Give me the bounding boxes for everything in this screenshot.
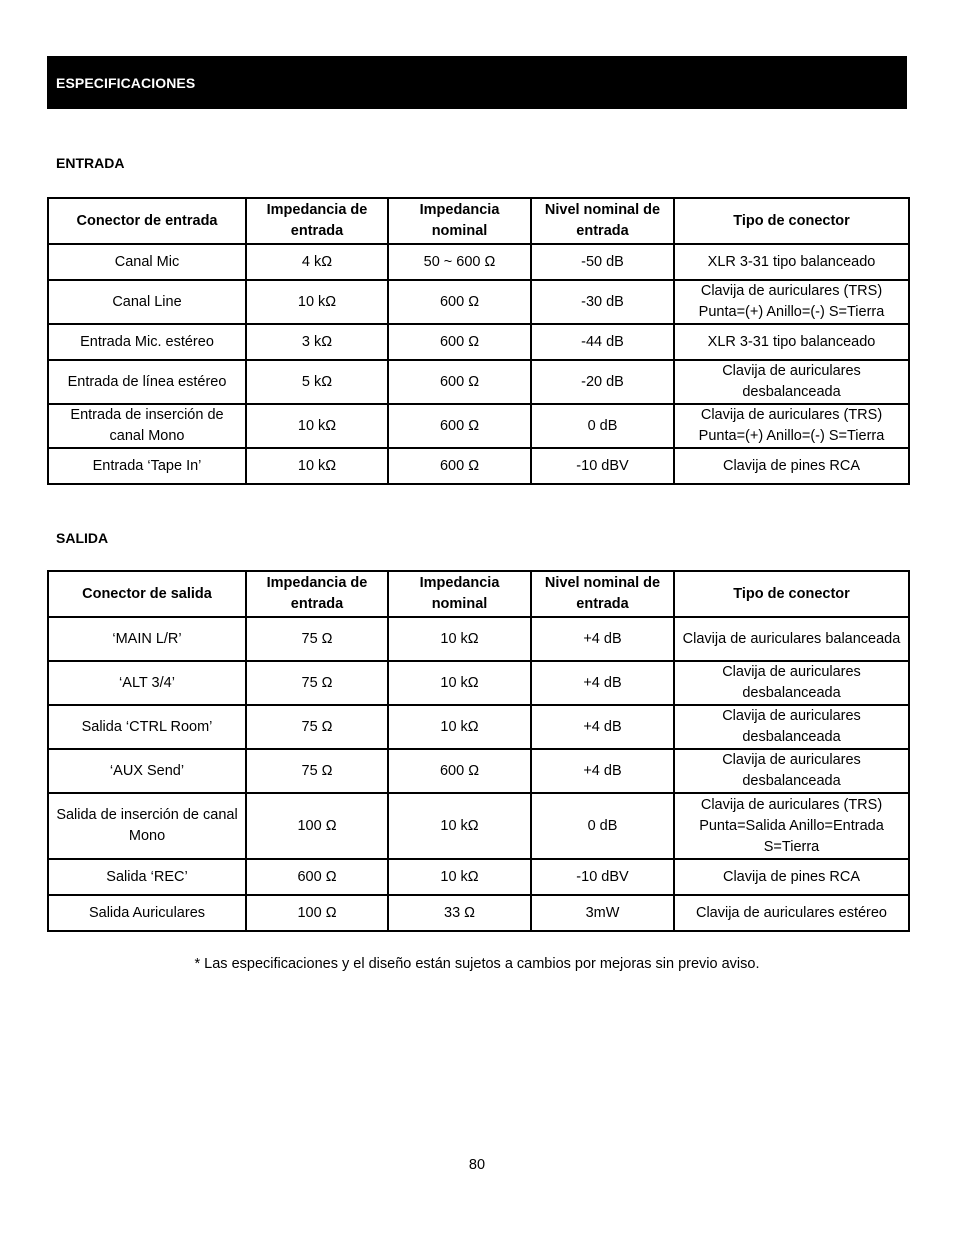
table-row — [48, 244, 909, 280]
column-header: Nivel nominal de entrada — [531, 198, 674, 244]
table-cell: Clavija de pines RCA — [674, 448, 909, 484]
section-header-bar — [47, 56, 907, 109]
column-header: Impedancia nominal — [388, 571, 531, 617]
table-row — [48, 859, 909, 895]
column-header: Conector de entrada — [48, 198, 246, 244]
column-header: Tipo de conector — [674, 198, 909, 244]
column-header: Tipo de conector — [674, 571, 909, 617]
input-section-label: ENTRADA — [56, 155, 125, 171]
table-cell: Clavija de auriculares (TRS) Punta=Salida Anillo=Entrada S=Tierra — [674, 793, 909, 859]
column-header: Impedancia de entrada — [246, 198, 388, 244]
table-cell: 33 Ω — [388, 895, 531, 931]
table-cell: Clavija de auriculares desbalanceada — [674, 360, 909, 404]
table-cell: Clavija de auriculares balanceada — [674, 617, 909, 661]
table-cell: 75 Ω — [246, 749, 388, 793]
table-cell: Canal Line — [48, 280, 246, 324]
table-cell: 10 kΩ — [388, 705, 531, 749]
table-cell: 100 Ω — [246, 895, 388, 931]
table-cell: Entrada de línea estéreo — [48, 360, 246, 404]
table-cell: XLR 3-31 tipo balanceado — [674, 244, 909, 280]
table-cell: 75 Ω — [246, 705, 388, 749]
table-row — [48, 280, 909, 324]
table-cell: +4 dB — [531, 749, 674, 793]
table-cell: 0 dB — [531, 404, 674, 448]
footnote: * Las especificaciones y el diseño están sujetos a cambios por mejoras sin previo aviso. — [194, 956, 760, 972]
table-cell: +4 dB — [531, 661, 674, 705]
table-cell: Clavija de auriculares (TRS) Punta=(+) Anillo=(-) S=Tierra — [674, 280, 909, 324]
table-cell: -30 dB — [531, 280, 674, 324]
table-cell: 600 Ω — [388, 749, 531, 793]
table-cell: 5 kΩ — [246, 360, 388, 404]
table-cell: Clavija de pines RCA — [674, 859, 909, 895]
table-row — [48, 705, 909, 749]
table-cell: Canal Mic — [48, 244, 246, 280]
table-cell: 600 Ω — [388, 360, 531, 404]
table-cell: 600 Ω — [388, 448, 531, 484]
table-row — [48, 617, 909, 661]
table-cell: -20 dB — [531, 360, 674, 404]
table-cell: 600 Ω — [246, 859, 388, 895]
table-cell: 10 kΩ — [388, 661, 531, 705]
table-cell: 0 dB — [531, 793, 674, 859]
table-cell: -10 dBV — [531, 448, 674, 484]
input-spec-table — [47, 197, 910, 485]
column-header: Impedancia de entrada — [246, 571, 388, 617]
table-cell: 100 Ω — [246, 793, 388, 859]
column-header: Conector de salida — [48, 571, 246, 617]
column-header: Impedancia nominal — [388, 198, 531, 244]
output-spec-table — [47, 570, 910, 932]
page-number: 80 — [468, 1157, 486, 1173]
table-row — [48, 895, 909, 931]
table-row — [48, 404, 909, 448]
table-cell: Clavija de auriculares desbalanceada — [674, 705, 909, 749]
table-cell: 3 kΩ — [246, 324, 388, 360]
table-cell: Clavija de auriculares (TRS) Punta=(+) Anillo=(-) S=Tierra — [674, 404, 909, 448]
table-cell: Salida ‘CTRL Room’ — [48, 705, 246, 749]
column-header: Nivel nominal de entrada — [531, 571, 674, 617]
table-cell: +4 dB — [531, 705, 674, 749]
table-cell: ‘MAIN L/R’ — [48, 617, 246, 661]
table-cell: -44 dB — [531, 324, 674, 360]
table-cell: -50 dB — [531, 244, 674, 280]
table-cell: 10 kΩ — [388, 617, 531, 661]
table-cell: Clavija de auriculares desbalanceada — [674, 749, 909, 793]
table-header-row — [48, 198, 909, 244]
table-cell: 10 kΩ — [246, 448, 388, 484]
table-cell: 50 ~ 600 Ω — [388, 244, 531, 280]
table-cell: Salida de inserción de canal Mono — [48, 793, 246, 859]
table-cell: Clavija de auriculares desbalanceada — [674, 661, 909, 705]
page-title: ESPECIFICACIONES — [56, 74, 196, 91]
table-cell: ‘ALT 3/4’ — [48, 661, 246, 705]
table-row — [48, 793, 909, 859]
table-cell: Clavija de auriculares estéreo — [674, 895, 909, 931]
table-cell: XLR 3-31 tipo balanceado — [674, 324, 909, 360]
table-row — [48, 448, 909, 484]
table-cell: 600 Ω — [388, 404, 531, 448]
table-cell: Entrada Mic. estéreo — [48, 324, 246, 360]
table-row — [48, 749, 909, 793]
table-cell: -10 dBV — [531, 859, 674, 895]
table-cell: 75 Ω — [246, 617, 388, 661]
table-cell: +4 dB — [531, 617, 674, 661]
table-cell: 3mW — [531, 895, 674, 931]
table-cell: Entrada ‘Tape In’ — [48, 448, 246, 484]
table-cell: 10 kΩ — [246, 404, 388, 448]
table-cell: Salida ‘REC’ — [48, 859, 246, 895]
table-cell: Salida Auriculares — [48, 895, 246, 931]
table-row — [48, 324, 909, 360]
table-cell: ‘AUX Send’ — [48, 749, 246, 793]
table-cell: 4 kΩ — [246, 244, 388, 280]
table-cell: 75 Ω — [246, 661, 388, 705]
table-row — [48, 360, 909, 404]
table-cell: 10 kΩ — [388, 793, 531, 859]
table-cell: Entrada de inserción de canal Mono — [48, 404, 246, 448]
table-cell: 600 Ω — [388, 324, 531, 360]
table-cell: 10 kΩ — [388, 859, 531, 895]
table-row — [48, 661, 909, 705]
table-header-row — [48, 571, 909, 617]
output-section-label: SALIDA — [56, 530, 109, 546]
table-cell: 10 kΩ — [246, 280, 388, 324]
table-cell: 600 Ω — [388, 280, 531, 324]
